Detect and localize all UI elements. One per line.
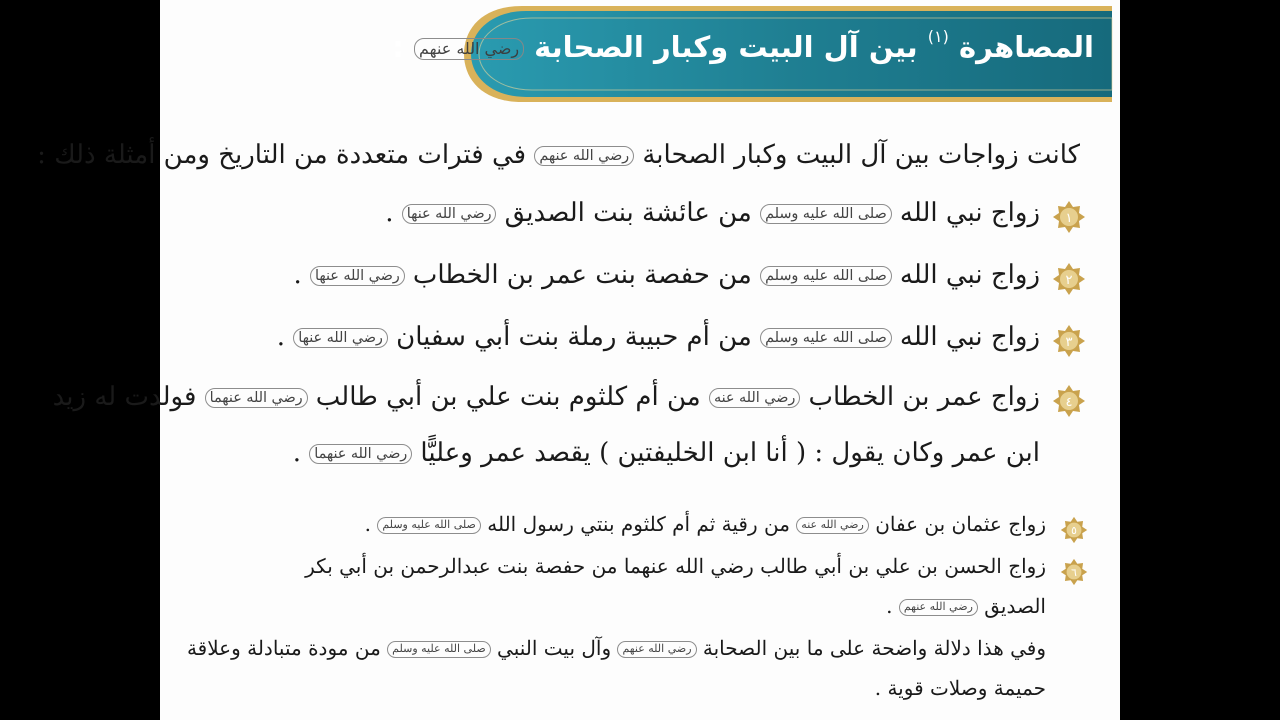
list-item: ٤ زواج عمر بن الخطاب رضي الله عنه من أم كلثوم بنت علي بن أبي طالب رضي الله عنهما فولدت له زيد ابن عمر وكان يقول : ( أنا ابن الخليفتين ) يقصد عمر وعليًّا رضي الله عنهما . [53,382,1080,412]
ornament-number-icon [1052,262,1086,296]
intro-paragraph: كانت زواجات بين آل البيت وكبار الصحابة رضي الله عنهم في فترات متعددة من التاريخ ومن أمثلة ذلك : [37,140,1080,170]
ornament-number-icon [1060,516,1088,544]
svg-text:٥: ٥ [1071,524,1077,538]
honorific: رضي الله عنها [402,204,497,225]
honorific: صلى الله عليه وسلم [387,641,491,657]
list-item: ٣ زواج نبي الله صلى الله عليه وسلم من أم حبيبة رملة بنت أبي سفيان رضي الله عنها . [277,322,1080,352]
honorific: رضي الله عنهم [414,38,524,61]
honorific: صلى الله عليه وسلم [760,328,892,349]
footnote-marker: (١) [927,27,949,47]
list-item: ٦ زواج الحسن بن علي بن أبي طالب رضي الله عنهما من حفصة بنت عبدالرحمن بن أبي بكر الصديق رضي الله عنهم . [305,554,1080,578]
ornament-number-icon [1052,324,1086,358]
title-colon: : [392,30,404,64]
conclusion-line-2: حميمة وصلات قوية . [874,676,1046,700]
title-rest: بين آل البيت وكبار الصحابة [534,30,918,64]
honorific: رضي الله عنها [293,328,388,349]
conclusion-line-1: وفي هذا دلالة واضحة على ما بين الصحابة رضي الله عنهم وآل بيت النبي صلى الله عليه وسلم من مودة متبادلة وعلاقة [186,636,1046,660]
list-item-continuation: الصديق رضي الله عنهم . [886,594,1046,618]
list-item: ٥ زواج عثمان بن عفان رضي الله عنه من رقية ثم أم كلثوم بنتي رسول الله صلى الله عليه وسلم . [365,512,1080,536]
honorific: رضي الله عنه [709,388,800,409]
honorific: صلى الله عليه وسلم [377,517,481,533]
honorific: رضي الله عنهم [534,146,634,167]
honorific: رضي الله عنهما [309,444,412,465]
list-item: ٢ زواج نبي الله صلى الله عليه وسلم من حفصة بنت عمر بن الخطاب رضي الله عنها . [294,260,1080,290]
svg-text:٣: ٣ [1065,335,1073,350]
section-header-banner [392,4,1112,104]
svg-text:٦: ٦ [1071,566,1077,580]
section-title [392,27,1094,64]
honorific: صلى الله عليه وسلم [760,204,892,225]
honorific: صلى الله عليه وسلم [760,266,892,287]
honorific: رضي الله عنهما [205,388,308,409]
honorific: رضي الله عنهم [899,599,978,615]
svg-text:٢: ٢ [1065,273,1073,288]
ornament-number-icon [1052,200,1086,234]
title-main: المصاهرة [958,30,1094,64]
honorific: رضي الله عنهم [617,641,696,657]
textbook-page [37,0,1120,720]
ornament-number-icon [1052,384,1086,418]
svg-text:٤: ٤ [1065,395,1073,410]
honorific: رضي الله عنها [310,266,405,287]
list-item: ١ زواج نبي الله صلى الله عليه وسلم من عائشة بنت الصديق رضي الله عنها . [385,198,1080,228]
list-item-continuation: ابن عمر وكان يقول : ( أنا ابن الخليفتين ) يقصد عمر وعليًّا رضي الله عنهما . [292,438,1040,468]
ornament-number-icon [1060,558,1088,586]
honorific: رضي الله عنه [796,517,869,533]
svg-text:١: ١ [1065,211,1073,226]
